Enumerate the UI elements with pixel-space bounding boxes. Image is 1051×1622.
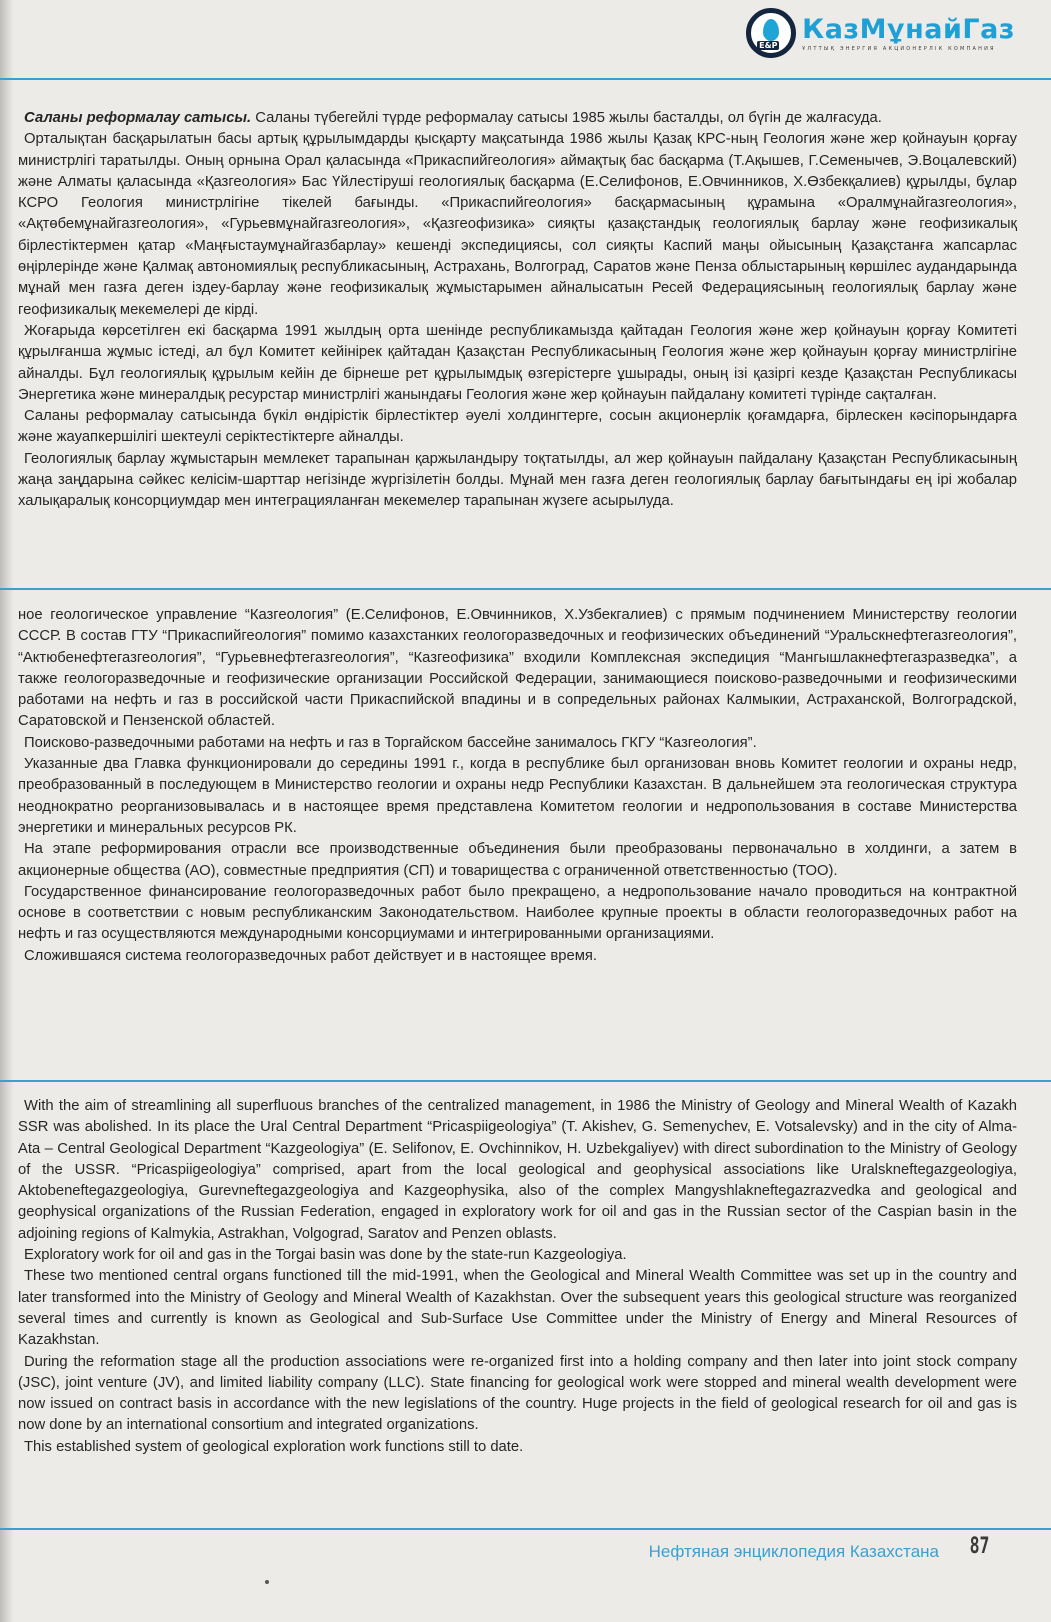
kazakh-paragraph-1-text: Саланы түбегейлі түрде реформалау сатысы 1985 жылы басталды, ол бүгін де жалғасуда. xyxy=(251,110,882,126)
russian-paragraph-5: Государственное финансирование геологоразведочных работ было прекращено, а недропользование начало проводиться на контрактной основе в соответствии с новым республиканским Законодательством. Наиболее крупные проекты в области геологоразведочных работ на нефть и газ осуществляются международными консорциумами и интегрированными организациями. xyxy=(18,883,1017,943)
kazakh-paragraph-5: Геологиялық барлау жұмыстарын мемлекет тарапынан қаржыландыру тоқтатылды, ал жер қойнауын пайдалану Қазақстан Республикасының жаңа заңдарына сәйкес келісім-шарттар негізінде жүргізілетін болды. Мұнай мен газға деген геологиялық барлау бағытындағы ең ірі жобалар халықаралық консорциумдар мен интеграцияланған мекемелер тарапынан жүзеге асырылуда. xyxy=(18,450,1017,510)
russian-paragraph-3: Указанные два Главка функционировали до середины 1991 г., когда в республике был организован вновь Комитет геологии и охраны недр, преобразованный в последующем в Министерство геологии и охраны недр Республики Казахстан. В дальнейшем эта геологическая структура неоднократно реорганизовывалась и в настоящее время представлена Комитетом геологии и недропользования в составе Министерства энергетики и минеральных ресурсов РК. xyxy=(18,756,1017,836)
russian-paragraph-1: ное геологическое управление “Казгеология” (Е.Селифонов, Е.Овчинников, Х.Узбекгалиев) с прямым подчинением Министерству геологии СССР. В состав ГТУ “Прикаспийгеология” помимо казахстанких геологоразведочных и геофизических объединений “Уральскнефтегазгеология”, “Актюбенефтегазгеология”, “Гурьевнефтегазгеология”, “Казгеофизика” входили Комплексная экспедиция “Мангышлакнефтегазразведка”, а также геологоразведочные и геофизические организации Российской Федерации, занимающиеся поисково-разведочными и геофизическими работами на нефть и газ в российской части Прикаспийской впадины и в сопредельных районах Калмыкии, Астраханской, Волгоградской, Саратовской и Пензенской областей. xyxy=(18,607,1017,730)
page-header xyxy=(0,0,1051,80)
section-lead-heading: Саланы реформалау сатысы. xyxy=(24,110,252,126)
encyclopedia-title: Нефтяная энциклопедия Казахстана xyxy=(648,1542,939,1561)
russian-section xyxy=(18,605,1017,967)
print-speck xyxy=(265,1580,269,1584)
english-section xyxy=(18,1096,1017,1458)
logo-name: КазМұнайГаз xyxy=(802,13,1015,45)
kazakh-paragraph-4: Саланы реформалау сатысында бүкіл өндірістік бірлестіктер әуелі холдингтерге, сосын акционерлік қоғамдарға, бірлескен кәсіпорындарға және жауапкершілігі шектеулі серіктестіктерге айналды. xyxy=(18,408,1017,446)
english-paragraph-3: These two mentioned central organs functioned till the mid-1991, when the Geological and Mineral Wealth Committee was set up in the country and later transformed into the Ministry of Geology and Mineral Wealth of Kazakhstan. Over the subsequent years this geological structure was reorganized several times and currently is known as Geological and Sub-Surface Use Committee under the Ministry of Energy and Mineral Resources of Kazakhstan. xyxy=(18,1268,1017,1349)
kazakh-paragraph-1 xyxy=(18,108,1017,129)
oil-drop-emblem-icon xyxy=(746,8,796,58)
kazakh-paragraph-3: Жоғарыда көрсетілген екі басқарма 1991 жылдың орта шенінде республикамызда қайтадан Геология және жер қойнауын қорғау Комитеті құрылғанша жұмыс істеді, ал бұл Комитет кейінірек қайтадан Қазақстан Республикасының Геология және жер қойнауын қорғау министрлігіне айналды. Бұл геологиялық құрылым кейін де бірнеше рет құрылымдық өзгерістерге ұшырады, оның ізі қазіргі кезде Қазақстан Республикасы Энергетика және минералдық ресурстар министрлігі жанындағы Геология және жер қойнауын пайдалану комитеті түрінде сақталған. xyxy=(18,322,1017,403)
russian-paragraph-2: Поисково-разведочными работами на нефть и газ в Торгайском бассейне занималось ГКГУ “Казгеология”. xyxy=(24,734,757,751)
page-number: 87 xyxy=(969,1534,989,1559)
section-divider-2 xyxy=(0,1080,1051,1082)
kazmunaygaz-logo xyxy=(746,8,1015,58)
english-paragraph-1: With the aim of streamlining all superfluous branches of the centralized management, in 1986 the Ministry of Geology and Mineral Wealth of Kazakh SSR was abolished. In its place the Ural Central Department “Pricaspiigeologiya” (T. Akishev, G. Semenychev, E. Votsalevsky) and in the city of Alma-Ata – Central Geological Department “Kazgeologiya” (E. Selifonov, E. Ovchinnikov, H. Uzbekgaliyev) with direct subordination to the Ministry of Geology of the USSR. “Pricaspiigeologiya” comprised, apart from the local geological and geophysical associations like Uralskneftegazgeologiya, Aktobeneftegazgeologiya, Gurevneftegazgeologiya and Kazgeophysika, also of the complex Mangyshlakneftegazrazvedka and geological and geophysical organizations of the Russian Federation, engaged in exploratory work for oil and gas in the Russian sector of the Caspian basin in the adjoining regions of Kalmykia, Astrakhan, Volgograd, Saratov and Penzen oblasts. xyxy=(18,1098,1017,1242)
logo-subtitle: ҰЛТТЫҚ ЭНЕРГИЯ АКЦИОНЕРЛІК КОМПАНИЯ xyxy=(802,45,996,52)
russian-paragraph-4: На этапе реформирования отрасли все производственные объединения были преобразованы первоначально в холдинги, а затем в акционерные общества (АО), совместные предприятия (СП) и товарищества с ограниченной ответственностью (ТОО). xyxy=(18,841,1017,879)
english-paragraph-4: During the reformation stage all the production associations were re-organized first into a holding company and then later into joint stock company (JSC), joint venture (JV), and limited liability company (LLC). State financing for geological work were stopped and mineral wealth development were now issued on contract basis in accordance with the new legislations of the country. Huge projects in the field of geological research for oil and gas is now done by an international consortium and integrated organizations. xyxy=(18,1353,1017,1434)
english-paragraph-2: Exploratory work for oil and gas in the Torgai basin was done by the state-run Kazgeologiya. xyxy=(24,1247,627,1264)
logo-badge: E&P xyxy=(759,41,778,50)
header-divider xyxy=(0,78,1051,80)
page-spine-shadow xyxy=(0,0,14,1622)
kazakh-paragraph-2: Орталықтан басқарылатын басы артық құрылымдарды қысқарту мақсатында 1986 жылы Қазақ КРС-ның Геология және жер қойнауын қорғау министрлігі таратылды. Оның орнына Орал қаласында «Прикаспийгеология» аймақтық бас басқарма (Т.Ақышев, Г.Семенычев, Э.Воцалевский) және Алматы қаласында «Қазгеология» Бас Үйлестіруші геологиялық басқарма (Е.Селифонов, Е.Овчинников, Х.Өзбекқалиев) құрылды, бұлар КСРО Геология министрлігіне тікелей бағынды. «Прикаспийгеология» басқармасының құрамына «Оралмұнайгазгеология», «Ақтөбемұнайгазгеология», «Гурьевмұнайгазгеология», «Қазгеофизика» сияқты қазақстандық геологиялық барлау және геофизикалық бірлестіктермен қатар «Маңғыстаумұнайгазбарлау» кешенді экспедициясы, сол сияқты Каспий маңы ойысының Қазақстанға жапсарлас өңірлерінде және Қалмақ автономиялық республикасының, Астрахань, Волгоград, Саратов және Пенза облыстарының көршілес аудандарында мұнай мен газға деген іздеу-барлау және геофизикалық жұмыстарымен айналысатын Ресей Федерациясының геологиялық барлау және геофизикалық мекемелері де кірді. xyxy=(18,131,1017,318)
section-divider-1 xyxy=(0,588,1051,590)
footer-divider xyxy=(0,1528,1051,1530)
russian-paragraph-6: Сложившаяся система геологоразведочных работ действует и в настоящее время. xyxy=(24,947,598,964)
kazakh-section xyxy=(18,108,1017,513)
english-paragraph-5: This established system of geological exploration work functions still to date. xyxy=(24,1438,524,1455)
